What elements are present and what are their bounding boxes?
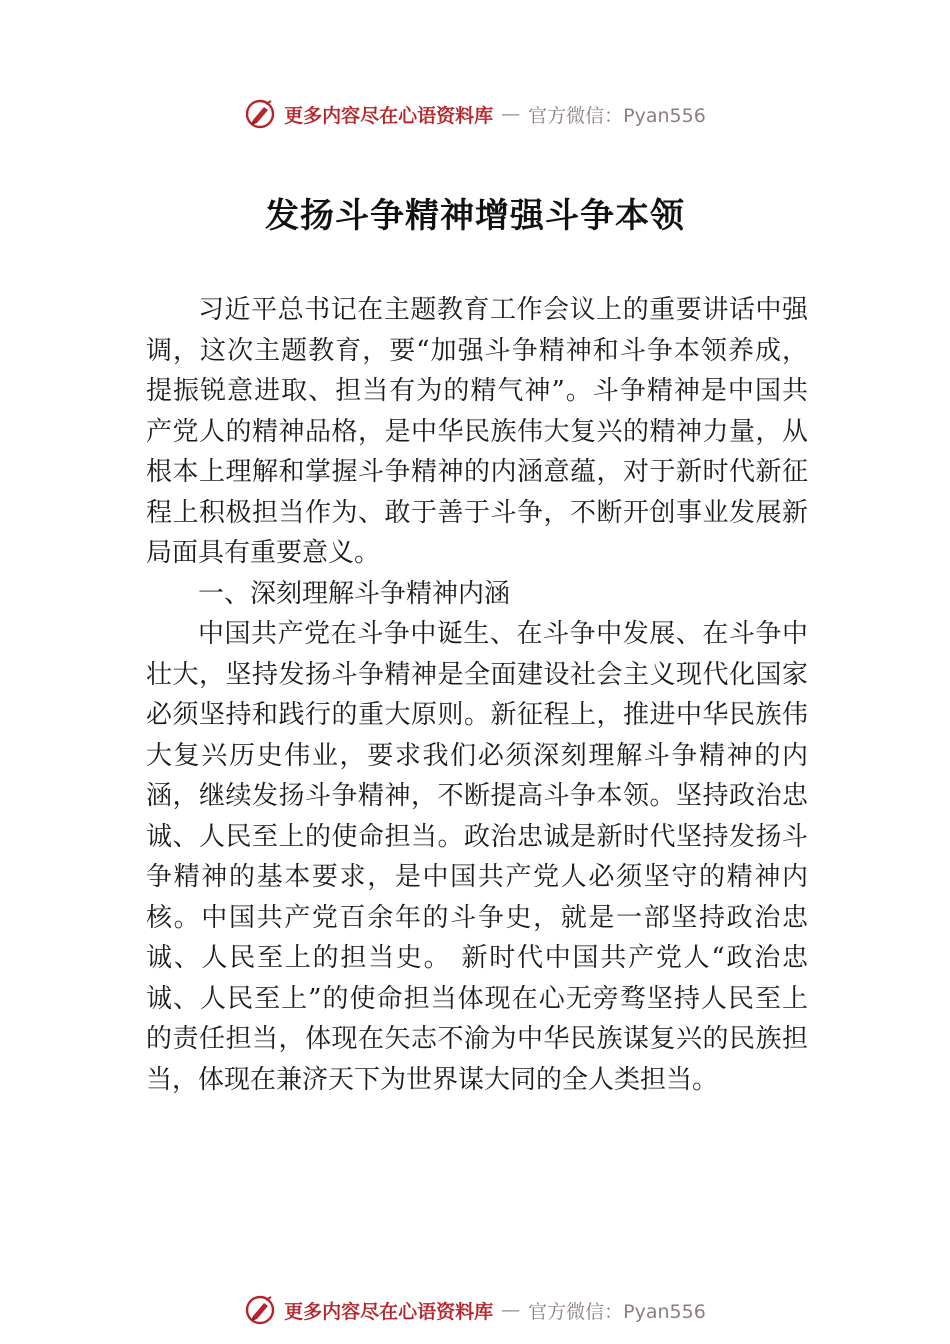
banner-separator: —: [501, 103, 521, 125]
document-body: [146, 290, 808, 1100]
header-watermark-banner: [0, 94, 950, 134]
banner-brand-text: 更多内容尽在心语资料库: [284, 1300, 494, 1323]
pen-logo-icon: [244, 98, 276, 130]
banner-brand-text: 更多内容尽在心语资料库: [284, 104, 494, 127]
banner-contact-text: 官方微信：Pyan556: [528, 1300, 706, 1323]
document-title: 发扬斗争精神增强斗争本领: [265, 196, 685, 236]
footer-watermark-banner: [0, 1290, 950, 1330]
section-heading: 一、深刻理解斗争精神内涵: [198, 578, 511, 609]
banner-separator: —: [501, 1299, 521, 1321]
body-paragraph-section-one: 中国共产党在斗争中诞生、在斗争中发展、在斗争中壮大，坚持发扬斗争精神是全面建设社会主义现代化国家必须坚持和践行的重大原则。新征程上，推进中华民族伟大复兴历史伟业，要求我们必须深刻理解斗争精神的内涵，继续发扬斗争精神，不断提高斗争本领。坚持政治忠诚、人民至上的使命担当。政治忠诚是新时代坚持发扬斗争精神的基本要求，是中国共产党人必须坚守的精神内核。中国共产党百余年的斗争史，就是一部坚持政治忠诚、人民至上的担当史。 新时代中国共产党人“政治忠诚、人民至上”的使命担当体现在心无旁骛坚持人民至上的责任担当，体现在矢志不渝为中华民族谋复兴的民族担当，体现在兼济天下为世界谋大同的全人类担当。: [146, 619, 808, 1095]
banner-contact-text: 官方微信：Pyan556: [528, 104, 706, 127]
body-paragraph-intro: 习近平总书记在主题教育工作会议上的重要讲话中强调，这次主题教育，要“加强斗争精神和斗争本领养成，提振锐意进取、担当有为的精气神”。斗争精神是中国共产党人的精神品格，是中华民族伟大复兴的精神力量，从根本上理解和掌握斗争精神的内涵意蕴，对于新时代新征程上积极担当作为、敢于善于斗争，不断开创事业发展新局面具有重要意义。: [146, 295, 808, 568]
pen-logo-icon: [244, 1294, 276, 1326]
